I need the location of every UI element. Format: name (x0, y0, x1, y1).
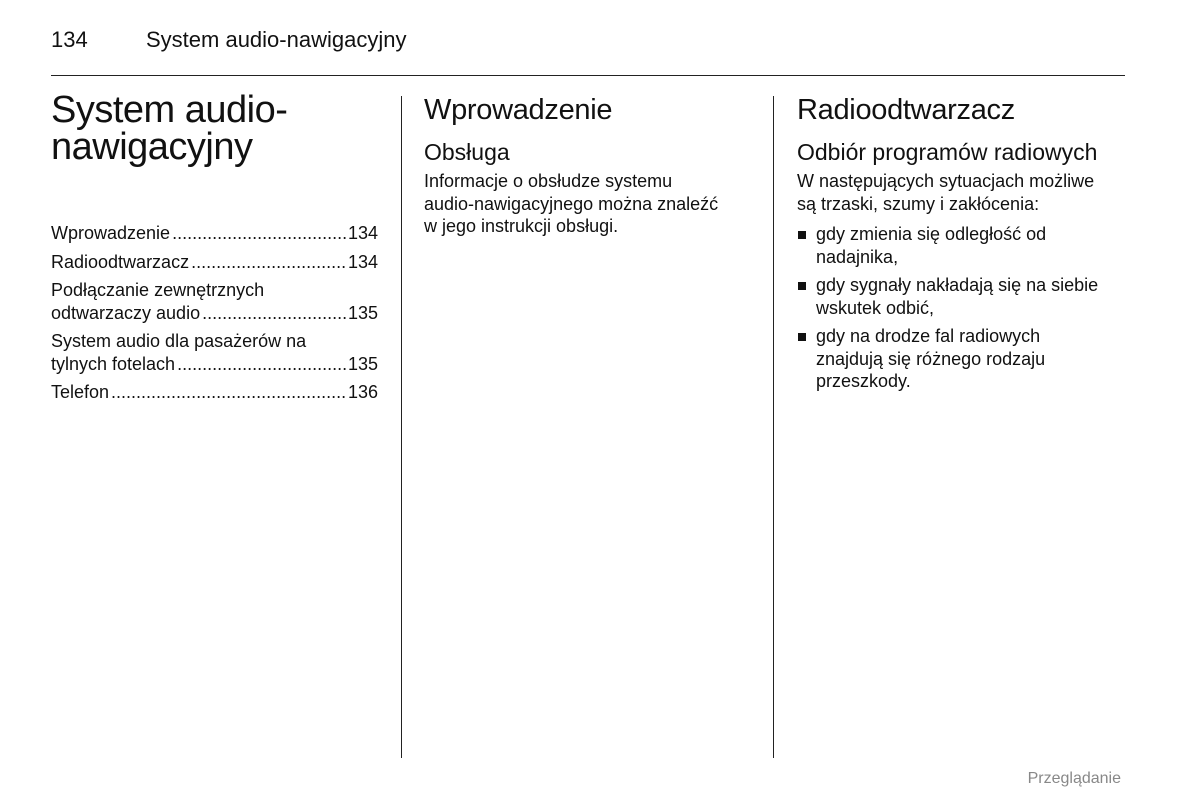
section-title-radioodtwarzacz: Radioodtwarzacz (797, 94, 1015, 126)
footer-nav-link[interactable]: Przeglądanie (1027, 770, 1121, 787)
subsection-title-odbior: Odbiór programów radiowych (797, 139, 1098, 165)
toc-entry-wprowadzenie[interactable]: Wprowadzenie ..... 134 (51, 222, 378, 245)
section-title-wprowadzenie: Wprowadzenie (424, 94, 613, 126)
toc-page: 136 (347, 382, 378, 402)
toc-page: 134 (347, 223, 378, 243)
square-bullet-icon (798, 333, 806, 341)
header-rule (51, 75, 1125, 76)
column-divider (401, 96, 402, 758)
intro-paragraph: Informacje o obsłudze systemu audio-nawigacyjnego można znaleźć w jego instrukcji obsługi. (424, 171, 719, 236)
toc-page: 135 (347, 302, 378, 323)
intro-column (424, 92, 759, 238)
list-item: gdy zmienia się odległość od nadajnika, (797, 223, 1127, 268)
page-number: 134 (51, 27, 88, 52)
toc-entry-telefon[interactable]: Telefon ..... 136 (51, 381, 378, 404)
toc-entry-zewnetrzne-odtwarzacze[interactable]: Podłączanie zewnętrznych odtwarzaczy audio ..... 135 (51, 279, 378, 324)
radio-column (797, 92, 1127, 399)
toc-entry-audio-tylne-fotele[interactable]: System audio dla pasażerów na tylnych fotelach ..... 135 (51, 330, 378, 375)
toc-entry-radioodtwarzacz[interactable]: Radioodtwarzacz ..... 134 (51, 251, 378, 274)
chapter-column (51, 89, 378, 410)
running-title: System audio-nawigacyjny (146, 27, 407, 52)
running-header (51, 26, 406, 54)
radio-bullet-list (797, 223, 1127, 393)
square-bullet-icon (798, 282, 806, 290)
list-item: gdy na drodze fal radiowych znajdują się różnego rodzaju przeszkody. (797, 325, 1127, 393)
table-of-contents (51, 222, 378, 404)
chapter-title: System audio- nawigacyjny (51, 89, 288, 168)
radio-paragraph: W następujących sytuacjach możliwe są trzaski, szumy i zakłócenia: (797, 171, 1095, 214)
list-item: gdy sygnały nakładają się na siebie wskutek odbić, (797, 274, 1127, 319)
square-bullet-icon (798, 231, 806, 239)
toc-page: 135 (347, 353, 378, 374)
column-divider (773, 96, 774, 758)
subsection-title-obsluga: Obsługa (424, 139, 510, 165)
toc-page: 134 (347, 251, 378, 272)
